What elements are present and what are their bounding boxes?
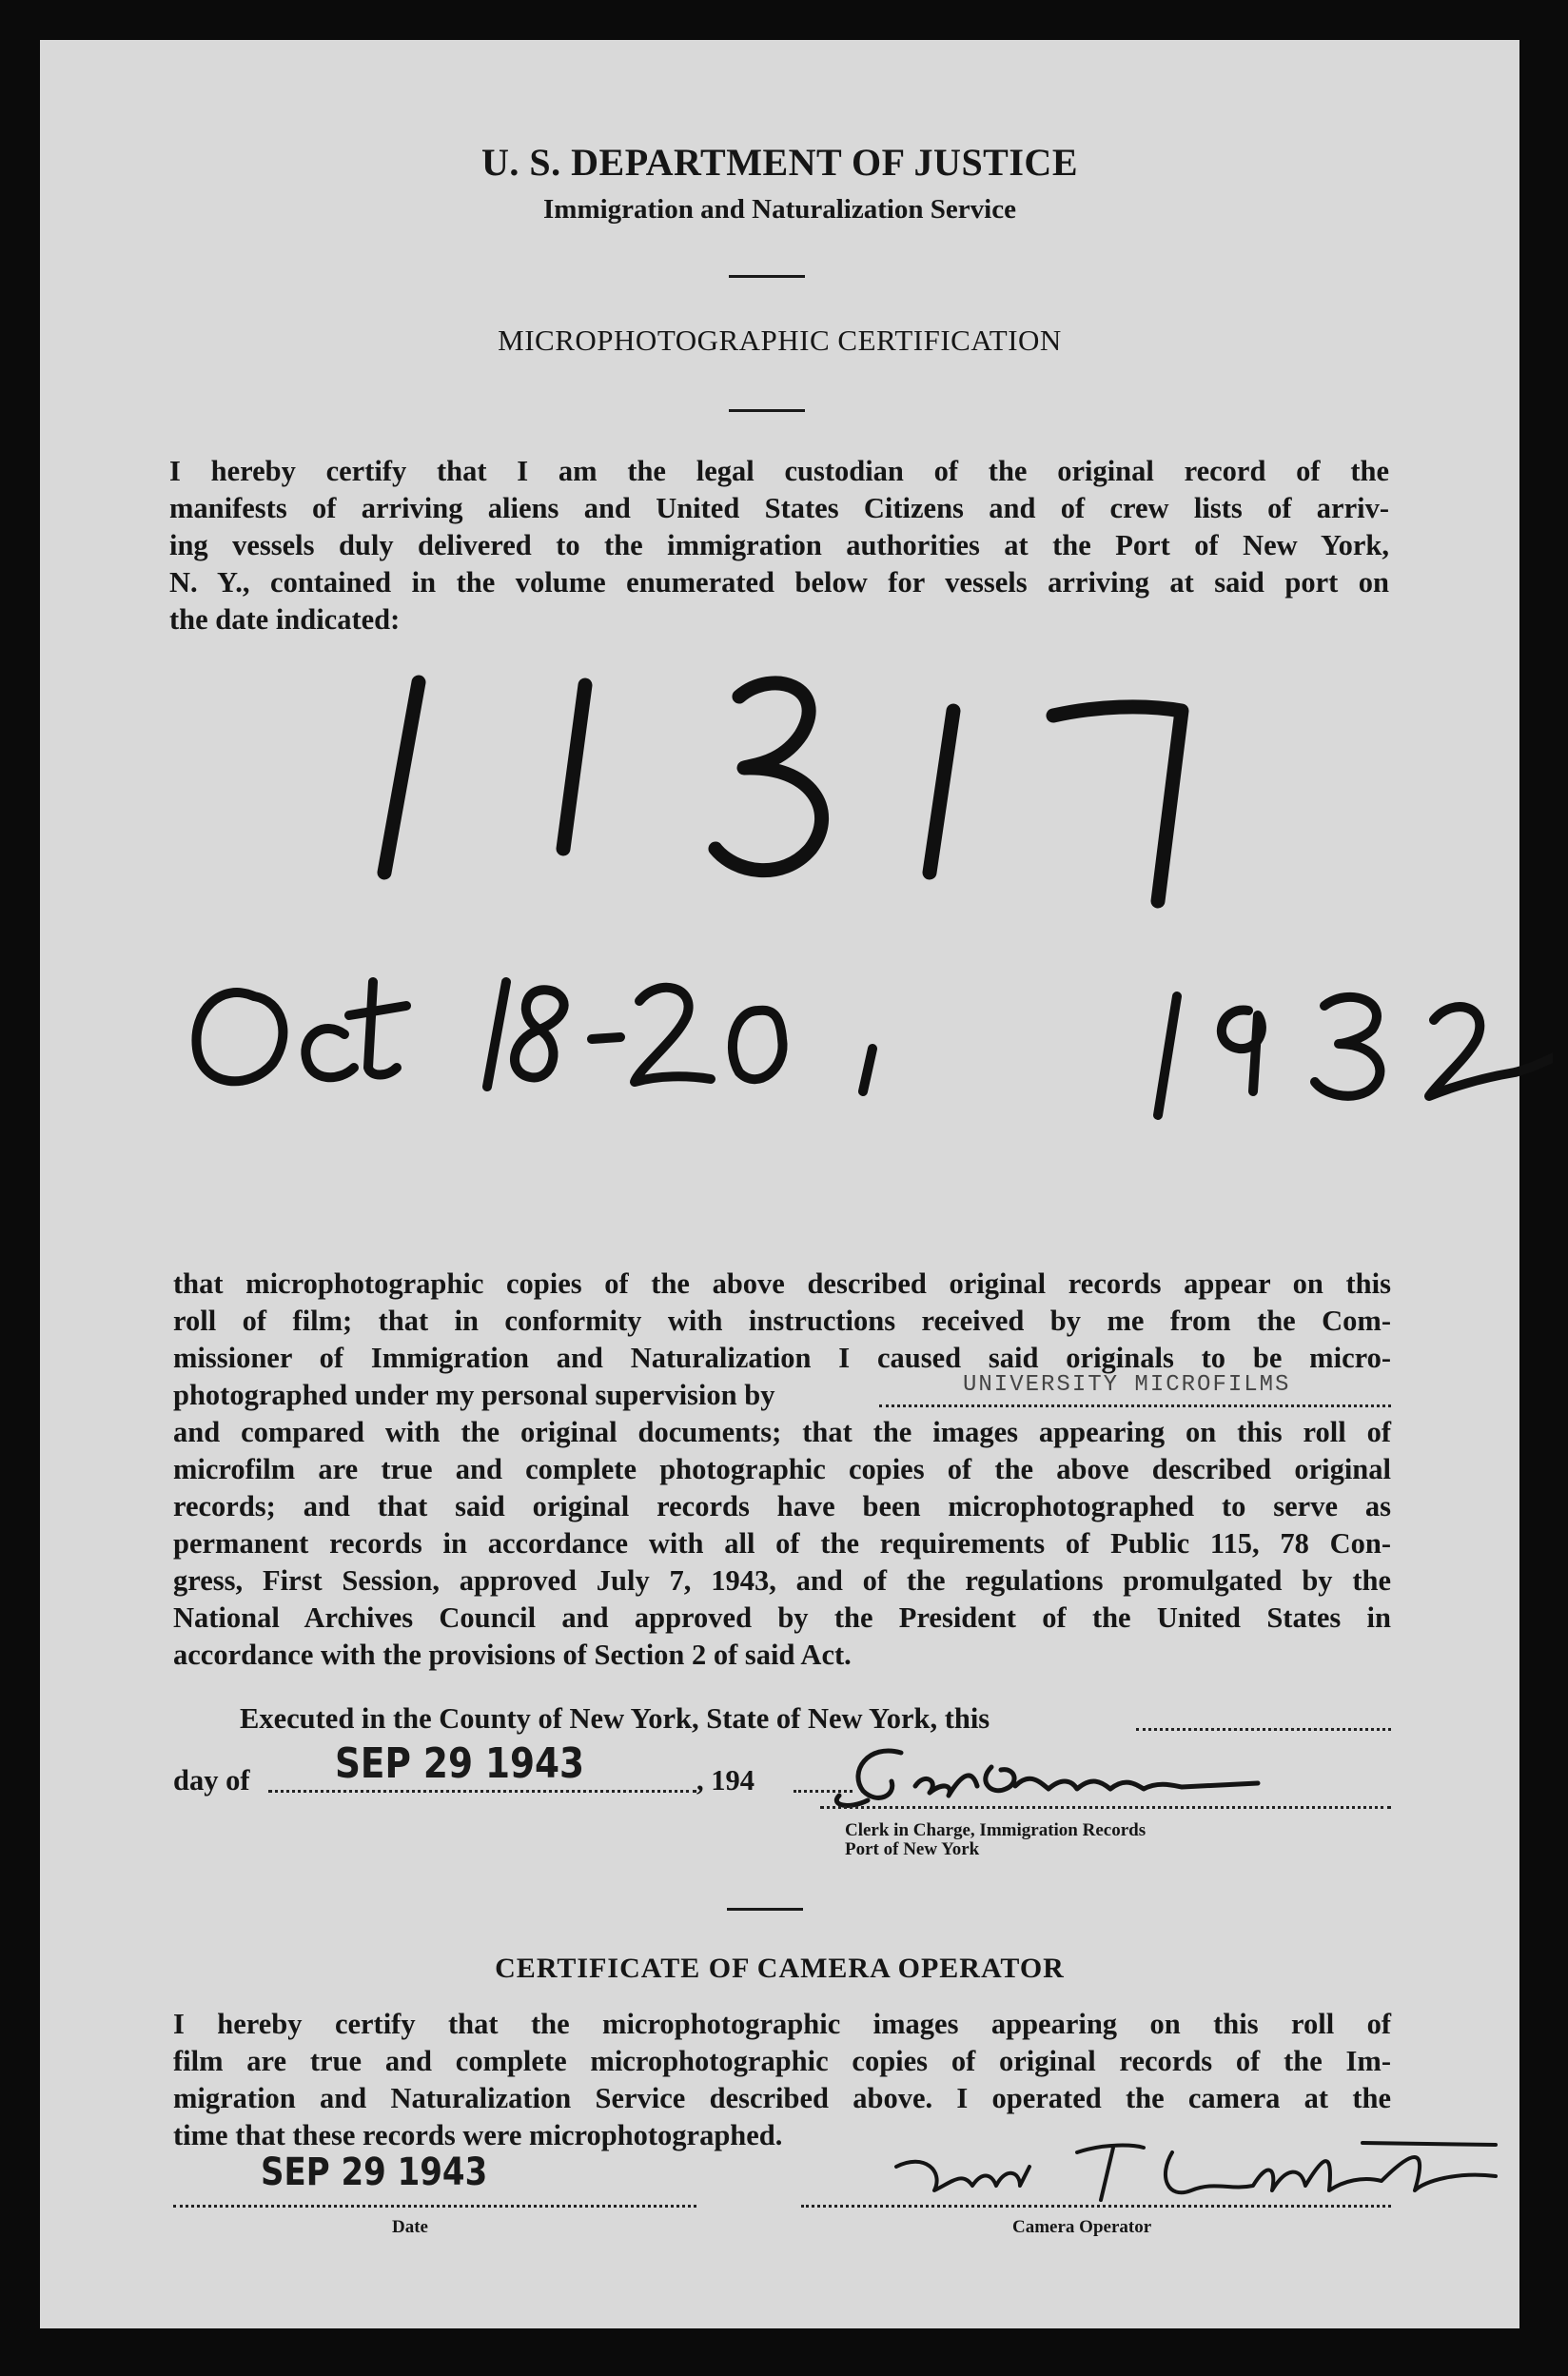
intro-line-1: I hereby certify that I am the legal custodian of the original record of the	[169, 455, 1389, 487]
clerk-signature	[811, 1715, 1382, 1829]
body-line-10: National Archives Council and approved by the President of the United States in	[173, 1601, 1391, 1634]
camera-heading: CERTIFICATE OF CAMERA OPERATOR	[495, 1953, 1065, 1984]
camera-line-4: time that these records were microphotographed.	[173, 2119, 783, 2151]
supervision-dotted-line	[879, 1404, 1391, 1407]
clerk-title-line-2: Port of New York	[845, 1839, 980, 1859]
date-label: Date	[392, 2217, 428, 2237]
intro-line-5: the date indicated:	[169, 603, 401, 636]
department-heading: U. S. DEPARTMENT OF JUSTICE	[481, 141, 1078, 184]
executed-text: Executed in the County of New York, State of New York, this	[240, 1702, 990, 1735]
executed-date-stamp: SEP 29 1943	[335, 1739, 585, 1788]
clerk-signature-line	[820, 1806, 1391, 1809]
supervision-prefix: photographed under my personal supervision by	[173, 1379, 775, 1411]
service-subheading: Immigration and Naturalization Service	[543, 194, 1016, 225]
intro-line-2: manifests of arriving aliens and United States Citizens and of crew lists of arriv-	[169, 492, 1389, 524]
body-line-8: permanent records in accordance with all of the requirements of Public 115, 78 Con-	[173, 1527, 1391, 1560]
divider-top	[729, 275, 805, 278]
microfilm-company: UNIVERSITY MICROFILMS	[963, 1372, 1291, 1398]
camera-date-stamp: SEP 29 1943	[261, 2150, 488, 2194]
camera-line-2: film are true and complete microphotographic copies of original records of the Im-	[173, 2045, 1391, 2077]
body-line-2: roll of film; that in conformity with instructions received by me from the Com-	[173, 1305, 1391, 1337]
year-label: , 194	[696, 1764, 755, 1797]
operator-label: Camera Operator	[1012, 2217, 1152, 2237]
certificate-page	[40, 40, 1519, 2328]
clerk-title-line-1: Clerk in Charge, Immigration Records	[845, 1820, 1147, 1840]
date-dotted-line	[173, 2205, 696, 2208]
body-line-7: records; and that said original records have been microphotographed to serve as	[173, 1490, 1391, 1522]
intro-line-4: N. Y., contained in the volume enumerated below for vessels arriving at said port on	[169, 566, 1389, 599]
camera-line-3: migration and Naturalization Service described above. I operated the camera at the	[173, 2082, 1391, 2114]
camera-operator-signature	[887, 2086, 1505, 2238]
body-line-5: and compared with the original documents; that the images appearing on this roll of	[173, 1416, 1391, 1448]
handwritten-dates	[164, 925, 1553, 1134]
body-line-6: microfilm are true and complete photographic copies of the above described original	[173, 1453, 1391, 1485]
handwritten-volume-number	[363, 658, 1267, 925]
dates-drawing	[164, 925, 1553, 1134]
certification-title: MICROPHOTOGRAPHIC CERTIFICATION	[498, 324, 1062, 357]
intro-line-3: ing vessels duly delivered to the immigration authorities at the Port of New York,	[169, 529, 1389, 561]
volume-number-drawing	[363, 658, 1267, 925]
divider-second	[729, 409, 805, 412]
body-line-3: missioner of Immigration and Naturalization I caused said originals to be micro-	[173, 1342, 1391, 1374]
divider-camera	[727, 1908, 803, 1911]
body-line-9: gress, First Session, approved July 7, 1943, and of the regulations promulgated by the	[173, 1564, 1391, 1597]
day-dotted-line	[268, 1790, 696, 1793]
operator-dotted-line	[801, 2205, 1391, 2208]
body-line-11: accordance with the provisions of Section 2 of said Act.	[173, 1639, 852, 1671]
body-line-1: that microphotographic copies of the above described original records appear on this	[173, 1267, 1391, 1300]
day-of-label: day of	[173, 1764, 250, 1797]
camera-line-1: I hereby certify that the microphotographic images appearing on this roll of	[173, 2008, 1391, 2040]
